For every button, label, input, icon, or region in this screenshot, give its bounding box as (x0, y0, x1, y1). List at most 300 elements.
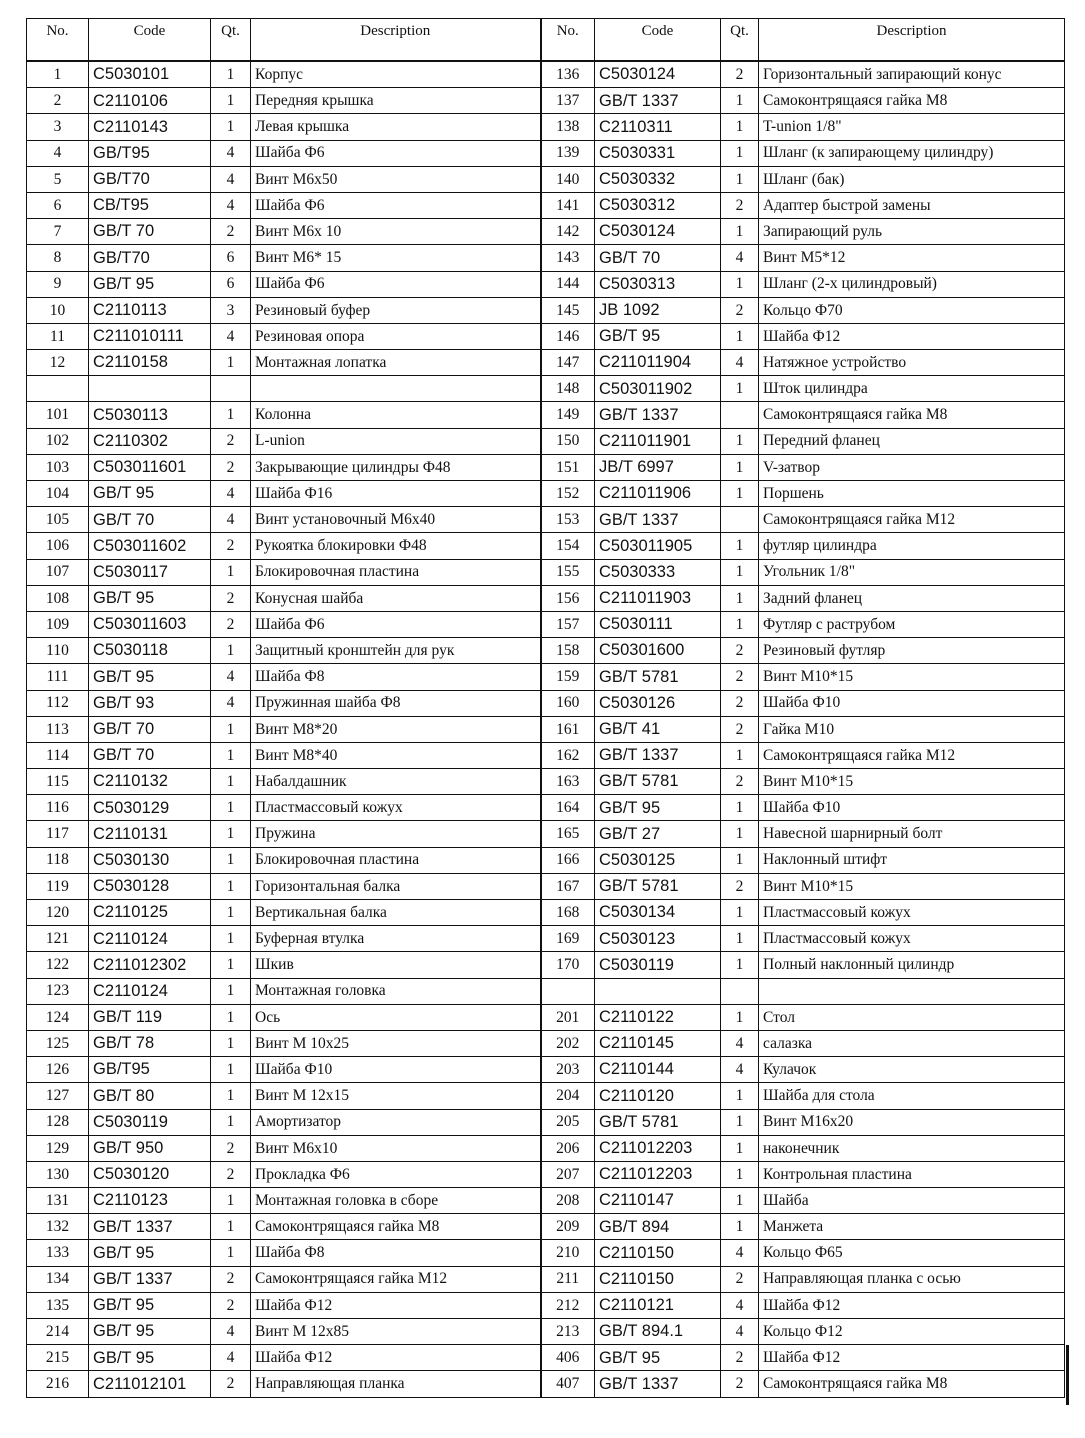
left-description-cell: Направляющая планка (251, 1371, 541, 1397)
right-description-cell: футляр цилиндра (759, 533, 1065, 559)
left-no-cell: 118 (27, 847, 89, 873)
left-code-cell: C2110113 (89, 297, 211, 323)
left-no-cell: 103 (27, 454, 89, 480)
left-no-cell: 123 (27, 978, 89, 1004)
left-qt-cell: 1 (211, 716, 251, 742)
left-no-cell: 109 (27, 611, 89, 637)
left-qt-cell: 3 (211, 297, 251, 323)
right-no-cell: 212 (541, 1292, 595, 1318)
left-no-cell: 117 (27, 821, 89, 847)
right-no-cell: 210 (541, 1240, 595, 1266)
right-code-cell: GB/T 95 (595, 323, 721, 349)
right-qt-cell: 1 (721, 926, 759, 952)
left-code-cell: C5030113 (89, 402, 211, 428)
left-qt-cell: 1 (211, 1214, 251, 1240)
right-description-cell: Самоконтрящаяся гайка М8 (759, 402, 1065, 428)
table-row (27, 1371, 1065, 1397)
right-qt-cell: 1 (721, 847, 759, 873)
right-qt-cell: 1 (721, 219, 759, 245)
table-row (27, 742, 1065, 768)
right-qt-cell: 1 (721, 742, 759, 768)
right-description-cell: салазка (759, 1030, 1065, 1056)
right-code-cell: C5030126 (595, 690, 721, 716)
left-qt-cell: 1 (211, 926, 251, 952)
left-description-cell: Рукоятка блокировки Ф48 (251, 533, 541, 559)
header-qt-right: Qt. (721, 19, 759, 62)
right-code-cell: GB/T 70 (595, 245, 721, 271)
left-description-cell: Самоконтрящаяся гайка М12 (251, 1266, 541, 1292)
right-code-cell: GB/T 27 (595, 821, 721, 847)
left-code-cell: C2110124 (89, 926, 211, 952)
left-description-cell: Пластмассовый кожух (251, 795, 541, 821)
right-description-cell: Кольцо Ф65 (759, 1240, 1065, 1266)
right-qt-cell: 1 (721, 140, 759, 166)
left-no-cell: 110 (27, 638, 89, 664)
left-qt-cell: 6 (211, 271, 251, 297)
right-code-cell: C5030333 (595, 559, 721, 585)
table-row (27, 245, 1065, 271)
right-code-cell: C211012203 (595, 1135, 721, 1161)
left-code-cell: GB/T 1337 (89, 1266, 211, 1292)
right-code-cell: C211011901 (595, 428, 721, 454)
left-no-cell: 12 (27, 350, 89, 376)
left-description-cell: Колонна (251, 402, 541, 428)
table-row (27, 88, 1065, 114)
right-qt-cell: 2 (721, 1371, 759, 1397)
right-qt-cell: 2 (721, 873, 759, 899)
right-qt-cell: 2 (721, 664, 759, 690)
left-no-cell: 7 (27, 219, 89, 245)
left-code-cell: C2110125 (89, 900, 211, 926)
right-description-cell: Шайба Ф10 (759, 795, 1065, 821)
header-description-right: Description (759, 19, 1065, 62)
left-code-cell: GB/T 70 (89, 716, 211, 742)
right-code-cell: JB/T 6997 (595, 454, 721, 480)
left-code-cell: C2110302 (89, 428, 211, 454)
right-no-cell: 203 (541, 1057, 595, 1083)
table-row (27, 638, 1065, 664)
right-description-cell: Шланг (2-х цилиндровый) (759, 271, 1065, 297)
left-qt-cell: 2 (211, 428, 251, 454)
table-row (27, 611, 1065, 637)
right-no-cell: 207 (541, 1161, 595, 1187)
left-qt-cell: 2 (211, 533, 251, 559)
right-description-cell: Шланг (бак) (759, 166, 1065, 192)
left-qt-cell: 2 (211, 1266, 251, 1292)
left-code-cell: GB/T 70 (89, 507, 211, 533)
right-qt-cell (721, 978, 759, 1004)
left-description-cell: Левая крышка (251, 114, 541, 140)
header-description-left: Description (251, 19, 541, 62)
left-description-cell: Амортизатор (251, 1109, 541, 1135)
table-row (27, 481, 1065, 507)
left-no-cell: 108 (27, 585, 89, 611)
left-code-cell: C2110131 (89, 821, 211, 847)
right-qt-cell: 1 (721, 323, 759, 349)
left-code-cell: GB/T 93 (89, 690, 211, 716)
right-qt-cell (721, 507, 759, 533)
table-row (27, 1135, 1065, 1161)
right-no-cell: 208 (541, 1188, 595, 1214)
left-no-cell: 124 (27, 1004, 89, 1030)
right-code-cell (595, 978, 721, 1004)
left-no-cell: 105 (27, 507, 89, 533)
left-no-cell: 9 (27, 271, 89, 297)
table-row (27, 114, 1065, 140)
left-code-cell: C211012101 (89, 1371, 211, 1397)
right-code-cell: C2110311 (595, 114, 721, 140)
right-qt-cell: 1 (721, 1109, 759, 1135)
right-qt-cell: 1 (721, 1004, 759, 1030)
left-code-cell: GB/T 1337 (89, 1214, 211, 1240)
left-description-cell: Винт М8*40 (251, 742, 541, 768)
right-qt-cell: 1 (721, 795, 759, 821)
right-qt-cell: 4 (721, 1030, 759, 1056)
right-description-cell: Гайка М10 (759, 716, 1065, 742)
left-no-cell: 131 (27, 1188, 89, 1214)
left-code-cell: GB/T 95 (89, 1292, 211, 1318)
right-code-cell: GB/T 95 (595, 1345, 721, 1371)
table-row (27, 1004, 1065, 1030)
right-no-cell: 154 (541, 533, 595, 559)
right-qt-cell (721, 402, 759, 428)
table-row (27, 402, 1065, 428)
right-description-cell: наконечник (759, 1135, 1065, 1161)
right-code-cell: GB/T 894.1 (595, 1319, 721, 1345)
left-qt-cell: 1 (211, 88, 251, 114)
right-no-cell: 205 (541, 1109, 595, 1135)
right-code-cell: GB/T 5781 (595, 873, 721, 899)
table-row (27, 1083, 1065, 1109)
right-no-cell: 163 (541, 769, 595, 795)
right-description-cell: Навесной шарнирный болт (759, 821, 1065, 847)
left-qt-cell: 4 (211, 690, 251, 716)
right-no-cell: 159 (541, 664, 595, 690)
right-no-cell: 153 (541, 507, 595, 533)
left-code-cell: C2110123 (89, 1188, 211, 1214)
right-description-cell: V-затвор (759, 454, 1065, 480)
left-no-cell: 133 (27, 1240, 89, 1266)
table-row (27, 900, 1065, 926)
table-row (27, 323, 1065, 349)
left-no-cell: 121 (27, 926, 89, 952)
right-qt-cell: 1 (721, 271, 759, 297)
table-row (27, 559, 1065, 585)
right-code-cell: C5030312 (595, 192, 721, 218)
right-qt-cell: 2 (721, 690, 759, 716)
left-qt-cell: 1 (211, 1188, 251, 1214)
left-qt-cell: 2 (211, 1135, 251, 1161)
left-qt-cell: 1 (211, 769, 251, 795)
table-row (27, 926, 1065, 952)
right-description-cell: Кольцо Ф70 (759, 297, 1065, 323)
table-row (27, 1214, 1065, 1240)
left-description-cell: Пружина (251, 821, 541, 847)
left-code-cell: C5030101 (89, 61, 211, 88)
header-no-right: No. (541, 19, 595, 62)
right-code-cell: JB 1092 (595, 297, 721, 323)
left-description-cell: Шайба Ф16 (251, 481, 541, 507)
left-no-cell: 10 (27, 297, 89, 323)
right-no-cell: 170 (541, 952, 595, 978)
table-row (27, 1109, 1065, 1135)
right-description-cell: Винт М10*15 (759, 873, 1065, 899)
right-qt-cell: 1 (721, 952, 759, 978)
left-description-cell: Винт М 10х25 (251, 1030, 541, 1056)
right-description-cell: Самоконтрящаяся гайка М8 (759, 1371, 1065, 1397)
left-code-cell: C5030119 (89, 1109, 211, 1135)
right-no-cell: 206 (541, 1135, 595, 1161)
right-no-cell: 168 (541, 900, 595, 926)
right-qt-cell: 1 (721, 585, 759, 611)
right-qt-cell: 1 (721, 1161, 759, 1187)
left-no-cell: 134 (27, 1266, 89, 1292)
table-row (27, 454, 1065, 480)
right-no-cell: 202 (541, 1030, 595, 1056)
left-description-cell: Винт М8*20 (251, 716, 541, 742)
left-description-cell (251, 376, 541, 402)
table-row (27, 376, 1065, 402)
left-no-cell: 4 (27, 140, 89, 166)
right-code-cell: C2110145 (595, 1030, 721, 1056)
table-row (27, 140, 1065, 166)
right-code-cell: GB/T 1337 (595, 1371, 721, 1397)
right-no-cell: 139 (541, 140, 595, 166)
left-code-cell: GB/T 95 (89, 1319, 211, 1345)
left-description-cell: Монтажная головка (251, 978, 541, 1004)
table-row (27, 1345, 1065, 1371)
right-description-cell: Шайба Ф10 (759, 690, 1065, 716)
right-description-cell: Винт М10*15 (759, 664, 1065, 690)
left-no-cell: 215 (27, 1345, 89, 1371)
left-description-cell: Винт М 12х15 (251, 1083, 541, 1109)
right-no-cell: 136 (541, 61, 595, 88)
left-qt-cell: 1 (211, 559, 251, 585)
table-row (27, 192, 1065, 218)
left-description-cell: Монтажная лопатка (251, 350, 541, 376)
left-qt-cell: 2 (211, 585, 251, 611)
right-qt-cell: 1 (721, 1135, 759, 1161)
left-description-cell: Шкив (251, 952, 541, 978)
left-no-cell: 116 (27, 795, 89, 821)
right-no-cell: 156 (541, 585, 595, 611)
left-no-cell: 129 (27, 1135, 89, 1161)
left-code-cell: GB/T 78 (89, 1030, 211, 1056)
right-code-cell: GB/T 1337 (595, 742, 721, 768)
left-no-cell: 106 (27, 533, 89, 559)
table-row (27, 166, 1065, 192)
right-code-cell: C5030123 (595, 926, 721, 952)
left-no-cell: 130 (27, 1161, 89, 1187)
right-description-cell: Наклонный штифт (759, 847, 1065, 873)
left-description-cell: Винт М6х50 (251, 166, 541, 192)
left-qt-cell (211, 376, 251, 402)
right-code-cell: GB/T 894 (595, 1214, 721, 1240)
left-description-cell: L-union (251, 428, 541, 454)
left-description-cell: Шайба Ф8 (251, 664, 541, 690)
right-description-cell: Передний фланец (759, 428, 1065, 454)
left-qt-cell: 1 (211, 1004, 251, 1030)
table-row (27, 297, 1065, 323)
right-description-cell: Направляющая планка с осью (759, 1266, 1065, 1292)
left-description-cell: Пружинная шайба Ф8 (251, 690, 541, 716)
right-description-cell: Шайба Ф12 (759, 1345, 1065, 1371)
left-description-cell: Закрывающие цилиндры Ф48 (251, 454, 541, 480)
right-description-cell: Шайба для стола (759, 1083, 1065, 1109)
right-qt-cell: 2 (721, 192, 759, 218)
right-code-cell: C503011902 (595, 376, 721, 402)
right-code-cell: C211011904 (595, 350, 721, 376)
left-no-cell: 8 (27, 245, 89, 271)
left-qt-cell: 1 (211, 1109, 251, 1135)
right-qt-cell: 1 (721, 114, 759, 140)
right-description-cell: Стол (759, 1004, 1065, 1030)
left-description-cell: Шайба Ф8 (251, 1240, 541, 1266)
left-code-cell: C503011603 (89, 611, 211, 637)
right-qt-cell: 1 (721, 1214, 759, 1240)
left-code-cell: C2110143 (89, 114, 211, 140)
left-qt-cell: 1 (211, 61, 251, 88)
header-code-right: Code (595, 19, 721, 62)
right-description-cell (759, 978, 1065, 1004)
left-qt-cell: 1 (211, 900, 251, 926)
right-code-cell: C5030134 (595, 900, 721, 926)
right-no-cell: 169 (541, 926, 595, 952)
right-no-cell: 165 (541, 821, 595, 847)
right-description-cell: Манжета (759, 1214, 1065, 1240)
table-row (27, 61, 1065, 88)
left-description-cell: Шайба Ф12 (251, 1345, 541, 1371)
left-code-cell: GB/T 95 (89, 481, 211, 507)
right-qt-cell: 1 (721, 166, 759, 192)
left-no-cell: 126 (27, 1057, 89, 1083)
left-code-cell: GB/T95 (89, 1057, 211, 1083)
left-no-cell: 135 (27, 1292, 89, 1318)
table-row (27, 1188, 1065, 1214)
right-code-cell: C5030124 (595, 61, 721, 88)
right-code-cell: C5030125 (595, 847, 721, 873)
table-row (27, 1266, 1065, 1292)
left-qt-cell: 2 (211, 454, 251, 480)
left-code-cell: C5030128 (89, 873, 211, 899)
left-qt-cell: 1 (211, 952, 251, 978)
right-description-cell: Полный наклонный цилиндр (759, 952, 1065, 978)
left-no-cell: 101 (27, 402, 89, 428)
left-no-cell: 216 (27, 1371, 89, 1397)
left-description-cell: Монтажная головка в сборе (251, 1188, 541, 1214)
right-qt-cell: 4 (721, 1240, 759, 1266)
right-description-cell: Поршень (759, 481, 1065, 507)
right-qt-cell: 4 (721, 1319, 759, 1345)
left-qt-cell: 6 (211, 245, 251, 271)
right-no-cell: 148 (541, 376, 595, 402)
right-qt-cell: 4 (721, 350, 759, 376)
right-qt-cell: 1 (721, 1083, 759, 1109)
table-row (27, 664, 1065, 690)
right-no-cell: 155 (541, 559, 595, 585)
right-no-cell: 144 (541, 271, 595, 297)
right-qt-cell: 1 (721, 559, 759, 585)
left-qt-cell: 4 (211, 192, 251, 218)
left-code-cell: C211010111 (89, 323, 211, 349)
left-no-cell: 107 (27, 559, 89, 585)
left-no-cell: 125 (27, 1030, 89, 1056)
right-description-cell: Шток цилиндра (759, 376, 1065, 402)
right-no-cell: 158 (541, 638, 595, 664)
right-code-cell: C211012203 (595, 1161, 721, 1187)
left-code-cell: GB/T70 (89, 245, 211, 271)
right-code-cell: C5030119 (595, 952, 721, 978)
right-qt-cell: 1 (721, 481, 759, 507)
right-qt-cell: 1 (721, 900, 759, 926)
left-qt-cell: 4 (211, 166, 251, 192)
right-qt-cell: 1 (721, 821, 759, 847)
right-code-cell: C503011905 (595, 533, 721, 559)
left-code-cell: GB/T 95 (89, 1345, 211, 1371)
left-no-cell (27, 376, 89, 402)
left-description-cell: Передняя крышка (251, 88, 541, 114)
left-description-cell: Блокировочная пластина (251, 847, 541, 873)
left-code-cell: GB/T 70 (89, 742, 211, 768)
table-row (27, 821, 1065, 847)
right-no-cell: 149 (541, 402, 595, 428)
right-description-cell: Кулачок (759, 1057, 1065, 1083)
table-body (27, 61, 1065, 1397)
table-row (27, 271, 1065, 297)
left-code-cell: C2110124 (89, 978, 211, 1004)
left-code-cell: C2110158 (89, 350, 211, 376)
left-code-cell: C5030129 (89, 795, 211, 821)
right-qt-cell: 4 (721, 1292, 759, 1318)
left-qt-cell: 2 (211, 1292, 251, 1318)
header-qt-left: Qt. (211, 19, 251, 62)
left-qt-cell: 1 (211, 821, 251, 847)
right-description-cell: Шайба Ф12 (759, 1292, 1065, 1318)
left-qt-cell: 1 (211, 1030, 251, 1056)
table-row (27, 1319, 1065, 1345)
right-no-cell (541, 978, 595, 1004)
right-code-cell: C5030313 (595, 271, 721, 297)
table-row (27, 1161, 1065, 1187)
left-no-cell: 119 (27, 873, 89, 899)
left-code-cell: GB/T 95 (89, 664, 211, 690)
right-no-cell: 209 (541, 1214, 595, 1240)
table-row (27, 769, 1065, 795)
header-code-left: Code (89, 19, 211, 62)
right-no-cell: 145 (541, 297, 595, 323)
right-code-cell: C5030331 (595, 140, 721, 166)
left-no-cell: 132 (27, 1214, 89, 1240)
table-row (27, 1057, 1065, 1083)
right-description-cell: Резиновый футляр (759, 638, 1065, 664)
right-code-cell: GB/T 5781 (595, 664, 721, 690)
right-description-cell: T-union 1/8" (759, 114, 1065, 140)
right-no-cell: 211 (541, 1266, 595, 1292)
right-no-cell: 147 (541, 350, 595, 376)
left-qt-cell: 1 (211, 742, 251, 768)
right-qt-cell: 1 (721, 533, 759, 559)
left-no-cell: 115 (27, 769, 89, 795)
right-code-cell: C2110121 (595, 1292, 721, 1318)
left-no-cell: 104 (27, 481, 89, 507)
left-no-cell: 3 (27, 114, 89, 140)
table-row (27, 533, 1065, 559)
right-code-cell: C2110120 (595, 1083, 721, 1109)
right-description-cell: Натяжное устройство (759, 350, 1065, 376)
right-code-cell: C211011903 (595, 585, 721, 611)
right-no-cell: 166 (541, 847, 595, 873)
left-no-cell: 11 (27, 323, 89, 349)
